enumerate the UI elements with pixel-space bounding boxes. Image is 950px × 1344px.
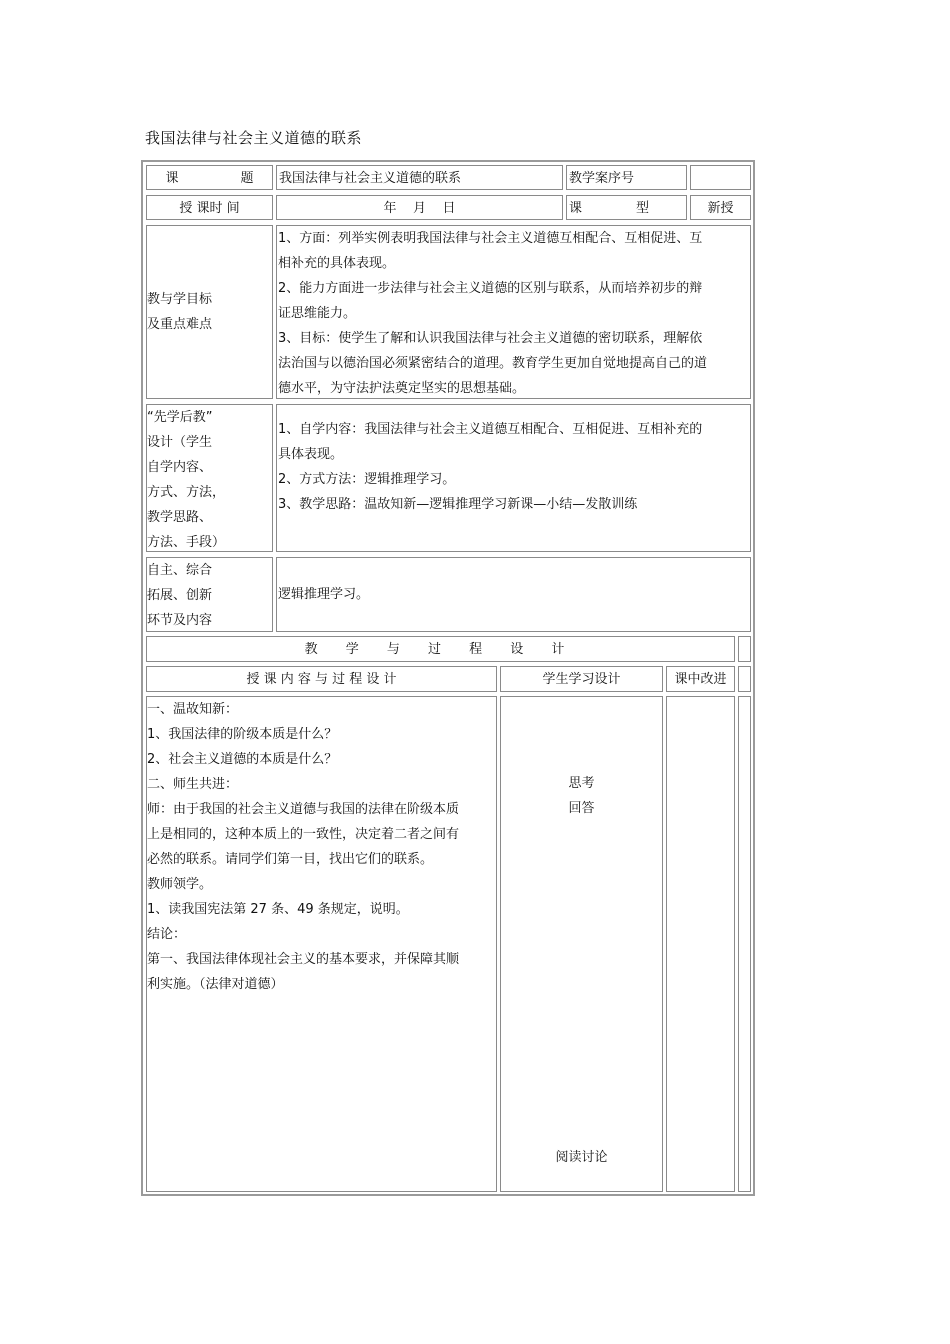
topic-label-cell <box>146 165 273 190</box>
self-study-label-line: 方式、方法， <box>147 485 226 500</box>
process-line: 必然的联系。请同学们第一目，找出它们的联系。 <box>147 852 434 867</box>
col-right-header-cell <box>738 666 751 692</box>
goals-line: 3、目标：使学生了解和认识我国法律与社会主义道德的密切联系，理解依 <box>278 331 703 346</box>
self-study-content-cell <box>276 404 751 552</box>
process-section-right-cell <box>738 636 751 662</box>
document-title: 我国法律与社会主义道德的联系 <box>145 129 363 147</box>
process-content-cell <box>146 696 497 1192</box>
process-section-title-cell <box>146 636 735 662</box>
type-label-b: 型 <box>636 201 650 216</box>
student-note: 思考 <box>568 776 595 791</box>
process-line: 一、温故知新： <box>147 702 239 717</box>
innovation-content-cell <box>276 557 751 632</box>
student-note: 阅读讨论 <box>555 1150 608 1165</box>
process-line: 师：由于我国的社会主义道德与我国的法律在阶级本质 <box>147 802 460 817</box>
goals-label-line: 及重点难点 <box>147 317 213 332</box>
col-content-header: 授 课 内 容 与 过 程 设 计 <box>246 672 397 687</box>
time-label-cell <box>146 195 273 220</box>
topic-value-cell <box>276 165 563 190</box>
innovation-label-line: 拓展、创新 <box>147 588 213 603</box>
goals-line: 1、方面：列举实例表明我国法律与社会主义道德互相配合、互相促进、互 <box>278 231 703 246</box>
process-line: 1、我国法律的阶级本质是什么？ <box>147 727 338 742</box>
process-line: 教师领学。 <box>147 877 213 892</box>
process-line: 利实施。（法律对道德） <box>147 977 284 992</box>
topic-label-b: 题 <box>240 171 254 186</box>
col-improve-header-cell <box>666 666 735 692</box>
goals-line: 证思维能力。 <box>278 306 357 321</box>
time-label: 授 课时 间 <box>179 201 240 216</box>
goals-label-cell <box>146 225 273 399</box>
col-student-header: 学生学习设计 <box>542 672 621 687</box>
student-note: 回答 <box>568 801 595 816</box>
process-right-cell <box>738 696 751 1192</box>
case-no-label-cell <box>566 165 687 190</box>
goals-line: 法治国与以德治国必须紧密结合的道理。教育学生更加自觉地提高自己的道 <box>278 356 708 371</box>
case-no-label: 教学案序号 <box>569 171 635 186</box>
self-study-label-line: 设计（学生 <box>147 435 213 450</box>
col-improve-header: 课中改进 <box>674 672 727 687</box>
self-study-label-line: “先学后教” <box>147 410 213 425</box>
time-value-cell <box>276 195 563 220</box>
goals-line: 2、能力方面进一步法律与社会主义道德的区别与联系，从而培养初步的辩 <box>278 281 703 296</box>
self-study-label-cell <box>146 404 273 552</box>
innovation-value: 逻辑推理学习。 <box>278 587 370 602</box>
innovation-label-line: 自主、综合 <box>147 563 213 578</box>
self-study-label-line: 教学思路、 <box>147 510 213 525</box>
self-study-label-line: 方法、手段） <box>147 535 226 550</box>
process-line: 1、读我国宪法第 27 条、49 条规定，说明。 <box>147 902 409 917</box>
goals-label-line: 教与学目标 <box>147 292 213 307</box>
col-content-header-cell <box>146 666 497 692</box>
self-study-line: 具体表现。 <box>278 447 344 462</box>
process-line: 结论： <box>147 927 187 942</box>
type-value-cell <box>690 195 751 220</box>
goals-line: 德水平，为守法护法奠定坚实的思想基础。 <box>278 381 526 396</box>
type-value: 新授 <box>707 201 734 216</box>
col-student-header-cell <box>500 666 663 692</box>
self-study-label-line: 自学内容、 <box>147 460 213 475</box>
self-study-line: 2、方式方法：逻辑推理学习。 <box>278 472 456 487</box>
type-label-cell <box>566 195 687 220</box>
process-line: 上是相同的，这种本质上的一致性，决定着二者之间有 <box>147 827 460 842</box>
goals-line: 相补充的具体表现。 <box>278 256 396 271</box>
self-study-line: 1、自学内容：我国法律与社会主义道德互相配合、互相促进、互相补充的 <box>278 422 703 437</box>
topic-label-a: 课 <box>165 171 179 186</box>
self-study-line: 3、教学思路：温故知新—逻辑推理学习新课—小结—发散训练 <box>278 497 638 512</box>
case-no-value-cell <box>690 165 751 190</box>
process-line: 二、师生共进： <box>147 777 239 792</box>
topic-value: 我国法律与社会主义道德的联系 <box>279 171 462 186</box>
goals-content-cell <box>276 225 751 399</box>
process-line: 2、社会主义道德的本质是什么？ <box>147 752 338 767</box>
time-value: 年 月 日 <box>383 201 456 216</box>
type-label-a: 课 <box>569 201 583 216</box>
innovation-label-cell <box>146 557 273 632</box>
student-design-cell <box>500 696 663 1192</box>
innovation-label-line: 环节及内容 <box>147 613 213 628</box>
improve-cell <box>666 696 735 1192</box>
process-line: 第一、我国法律体现社会主义的基本要求，并保障其顺 <box>147 952 460 967</box>
process-section-title: 教 学 与 过 程 设 计 <box>304 642 577 657</box>
